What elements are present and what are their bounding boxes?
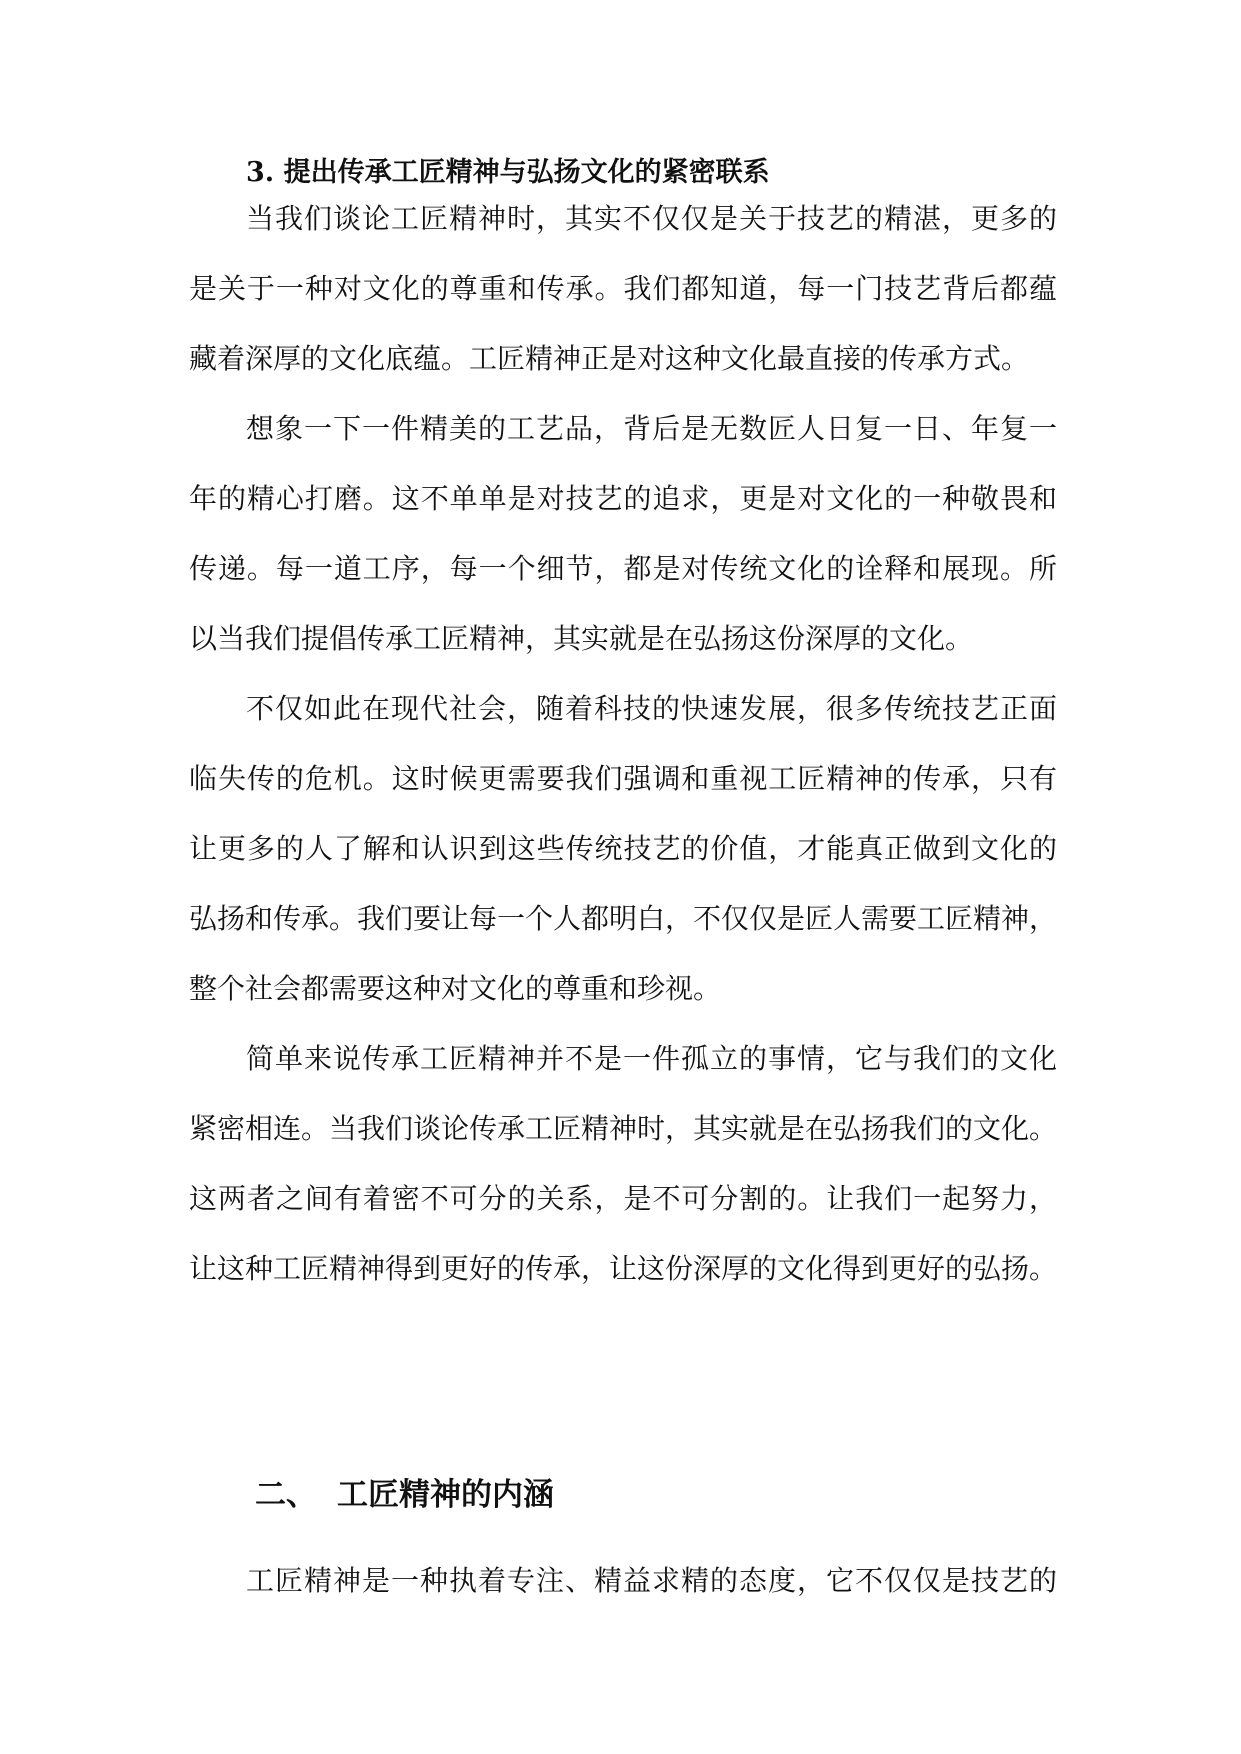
- paragraph-3-line-3: 让更多的人了解和认识到这些传统技艺的价值，才能真正做到文化的: [189, 832, 1057, 865]
- paragraph-2-line-4: 以当我们提倡传承工匠精神，其实就是在弘扬这份深厚的文化。: [189, 622, 974, 655]
- paragraph-4-line-3: 这两者之间有着密不可分的关系，是不可分割的。让我们一起努力，: [189, 1182, 1057, 1215]
- paragraph-5-line-1: 工匠精神是一种执着专注、精益求精的态度，它不仅仅是技艺的: [246, 1564, 1057, 1597]
- section-heading: [255, 1468, 554, 1522]
- subheading: 3. 提出传承工匠精神与弘扬文化的紧密联系: [246, 157, 770, 188]
- paragraph-2-line-2: 年的精心打磨。这不单单是对技艺的追求，更是对文化的一种敬畏和: [189, 482, 1057, 515]
- paragraph-2-line-1: 想象一下一件精美的工艺品，背后是无数匠人日复一日、年复一: [246, 412, 1057, 445]
- paragraph-4-line-4: 让这种工匠精神得到更好的传承，让这份深厚的文化得到更好的弘扬。: [189, 1252, 1058, 1285]
- paragraph-3-line-4: 弘扬和传承。我们要让每一个人都明白，不仅仅是匠人需要工匠精神，: [189, 902, 1058, 935]
- paragraph-3-line-5: 整个社会都需要这种对文化的尊重和珍视。: [189, 972, 722, 1005]
- paragraph-1-line-2: 是关于一种对文化的尊重和传承。我们都知道，每一门技艺背后都蕴: [189, 272, 1057, 305]
- paragraph-3-line-1: 不仅如此在现代社会，随着科技的快速发展，很多传统技艺正面: [246, 692, 1057, 725]
- section-title: 工匠精神的内涵: [337, 1477, 554, 1513]
- paragraph-3-line-2: 临失传的危机。这时候更需要我们强调和重视工匠精神的传承，只有: [189, 762, 1057, 795]
- paragraph-1-line-1: 当我们谈论工匠精神时，其实不仅仅是关于技艺的精湛，更多的: [246, 202, 1057, 235]
- paragraph-2-line-3: 传递。每一道工序，每一个细节，都是对传统文化的诠释和展现。所: [189, 552, 1057, 585]
- paragraph-4-line-1: 简单来说传承工匠精神并不是一件孤立的事情，它与我们的文化: [246, 1042, 1057, 1075]
- paragraph-1-line-3: 藏着深厚的文化底蕴。工匠精神正是对这种文化最直接的传承方式。: [189, 342, 1030, 375]
- section-number: 二、: [255, 1477, 317, 1513]
- paragraph-4-line-2: 紧密相连。当我们谈论传承工匠精神时，其实就是在弘扬我们的文化。: [189, 1112, 1058, 1145]
